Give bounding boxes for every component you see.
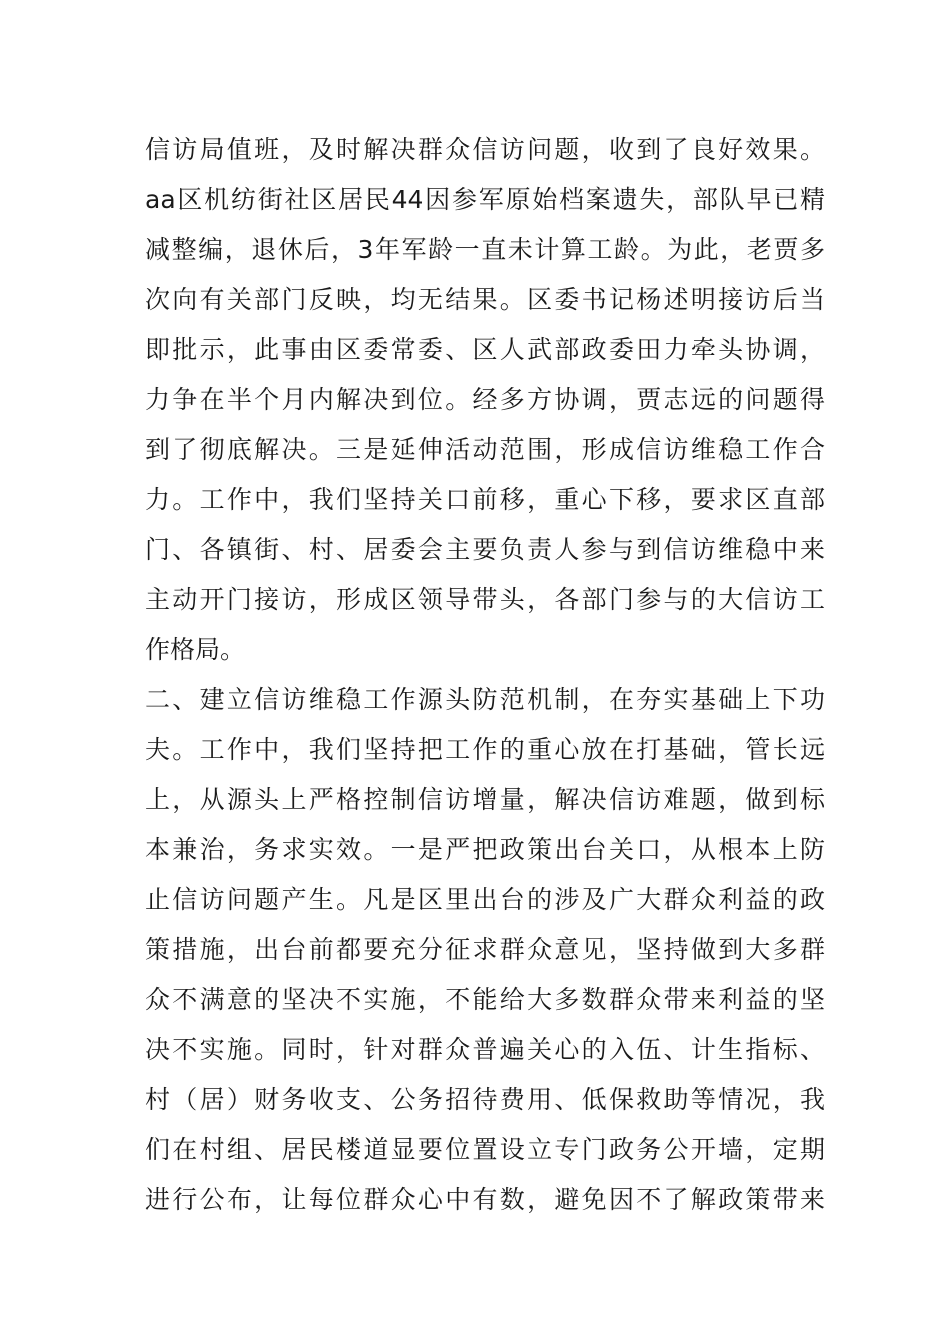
- text-line: 上，从源头上严格控制信访增量，解决信访难题，做到标: [145, 785, 825, 814]
- text-line: 夫。工作中，我们坚持把工作的重心放在打基础，管长远: [145, 735, 825, 764]
- text-line: 信访局值班，及时解决群众信访问题，收到了良好效果。: [145, 135, 825, 164]
- text-line: 力争在半个月内解决到位。经多方协调，贾志远的问题得: [145, 385, 825, 414]
- text-line: 到了彻底解决。三是延伸活动范围，形成信访维稳工作合: [145, 435, 825, 464]
- text-line: 主动开门接访，形成区领导带头，各部门参与的大信访工: [145, 585, 825, 614]
- text-line: 本兼治，务求实效。一是严把政策出台关口，从根本上防: [145, 835, 825, 864]
- text-line: 次向有关部门反映，均无结果。区委书记杨述明接访后当: [145, 285, 825, 314]
- text-line: 策措施，出台前都要充分征求群众意见，坚持做到大多群: [145, 935, 825, 964]
- text-line: aa区机纺街社区居民44因参军原始档案遗失，部队早已精: [145, 185, 825, 214]
- text-line: 门、各镇街、村、居委会主要负责人参与到信访维稳中来: [145, 535, 825, 564]
- text-line: 力。工作中，我们坚持关口前移，重心下移，要求区直部: [145, 485, 825, 514]
- text-line: 众不满意的坚决不实施，不能给大多数群众带来利益的坚: [145, 985, 825, 1014]
- text-line: 止信访问题产生。凡是区里出台的涉及广大群众利益的政: [145, 885, 825, 914]
- text-line: 即批示，此事由区委常委、区人武部政委田力牵头协调，: [145, 335, 825, 364]
- text-line: 进行公布，让每位群众心中有数，避免因不了解政策带来: [145, 1185, 825, 1214]
- text-line: 二、建立信访维稳工作源头防范机制，在夯实基础上下功: [145, 685, 825, 714]
- text-line: 减整编，退休后，3年军龄一直未计算工龄。为此，老贾多: [145, 235, 825, 264]
- text-line: 村（居）财务收支、公务招待费用、低保救助等情况，我: [145, 1085, 825, 1114]
- text-line: 作格局。: [145, 635, 246, 664]
- text-line: 决不实施。同时，针对群众普遍关心的入伍、计生指标、: [145, 1035, 825, 1064]
- text-line: 们在村组、居民楼道显要位置设立专门政务公开墙，定期: [145, 1135, 825, 1164]
